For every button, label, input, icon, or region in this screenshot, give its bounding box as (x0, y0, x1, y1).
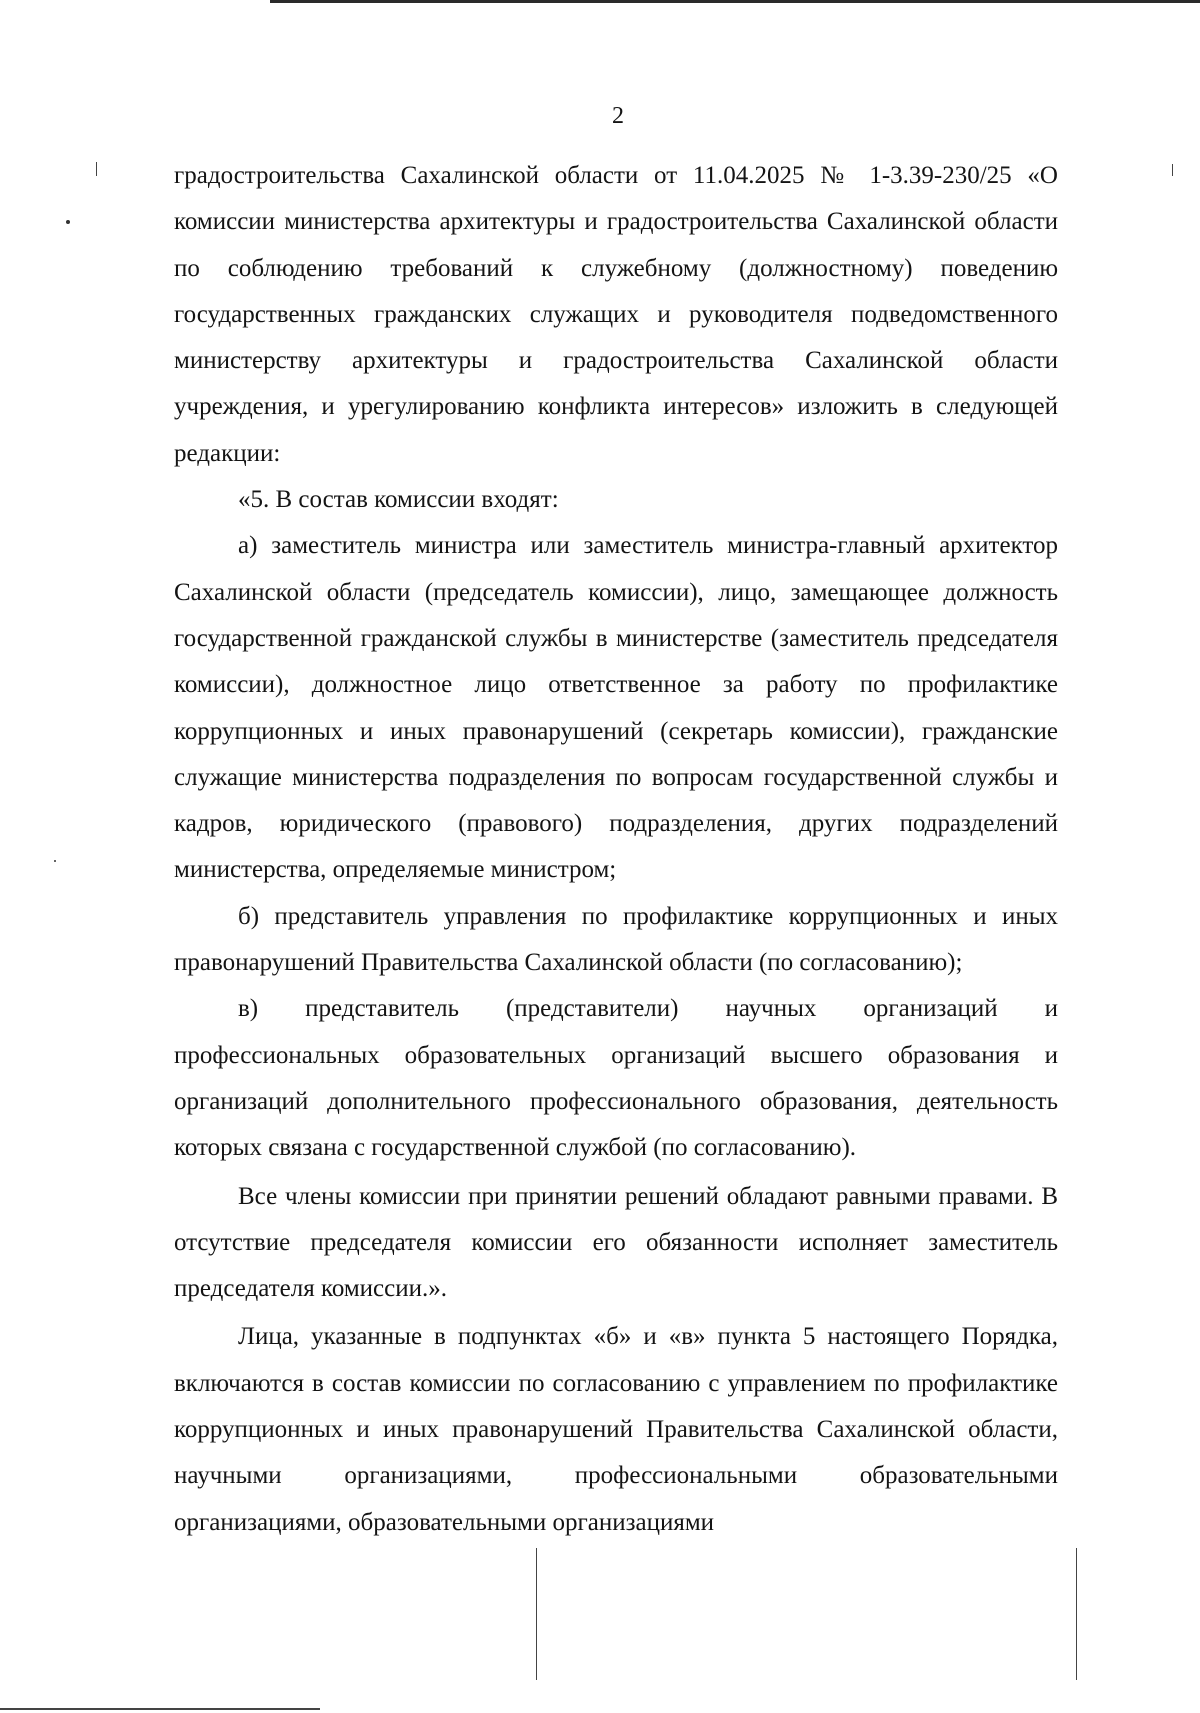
paragraph-subitem-b: б) представитель управления по профилактике коррупционных и иных правонарушений Правительства Сахалинской области (по согласованию); (174, 902, 1058, 977)
scan-artifact-line (1172, 164, 1173, 176)
paragraph-item-5: «5. В состав комиссии входят: (238, 486, 559, 514)
paragraph-subitem-a: а) заместитель министра или заместитель министра-главный архитектор Сахалинской области (председатель комиссии), лицо, замещающее должность государственной гражданской службы в министерстве (заместитель председателя комиссии), должностное лицо ответственное за работу по профилактике коррупционных и иных правонарушений (секретарь комиссии), гражданские служащие министерства подразделения по вопросам государственной службы и кадров, юридического (правового) подразделения, других подразделений министерства, определяемые министром; (174, 532, 1058, 884)
paragraph-intro: градостроительства Сахалинской области от 11.04.2025 № 1-3.39-230/25 «О комиссии министерства архитектуры и градостроительства Сахалинской области по соблюдению требований к служебному (должностному) поведению государственных гражданских служащих и руководителя подведомственного министерству архитектуры и градостроительства Сахалинской области учреждения, и урегулированию конфликта интересов» изложить в следующей редакции: (174, 162, 1058, 467)
page-number: 2 (612, 103, 624, 129)
paragraph-subitem-v: в) представитель (представители) научных организаций и профессиональных образовательных организаций высшего образования и организаций дополнительного профессионального образования, деятельность которых связана с государственной службой (по согласованию). (174, 995, 1058, 1162)
scan-artifact-dot (66, 220, 70, 224)
scan-artifact-line (96, 162, 97, 176)
scan-artifact-dot (54, 860, 56, 862)
paragraph-equal-rights: Все члены комиссии при принятии решений обладают равными правами. В отсутствие председателя комиссии его обязанности исполняет заместитель председателя комиссии.». (174, 1182, 1058, 1303)
scan-top-rule (270, 0, 1200, 3)
document-body (174, 153, 1058, 1546)
scan-artifact-line (1076, 1548, 1077, 1680)
scan-artifact-line (536, 1548, 537, 1680)
scan-artifact-line (0, 1708, 320, 1710)
paragraph-persons-listed: Лица, указанные в подпунктах «б» и «в» пункта 5 настоящего Порядка, включаются в состав комиссии по согласованию с управлением по профилактике коррупционных и иных правонарушений Правительства Сахалинской области, научными организациями, профессиональными образовательными организациями, образовательными организациями (174, 1323, 1058, 1536)
